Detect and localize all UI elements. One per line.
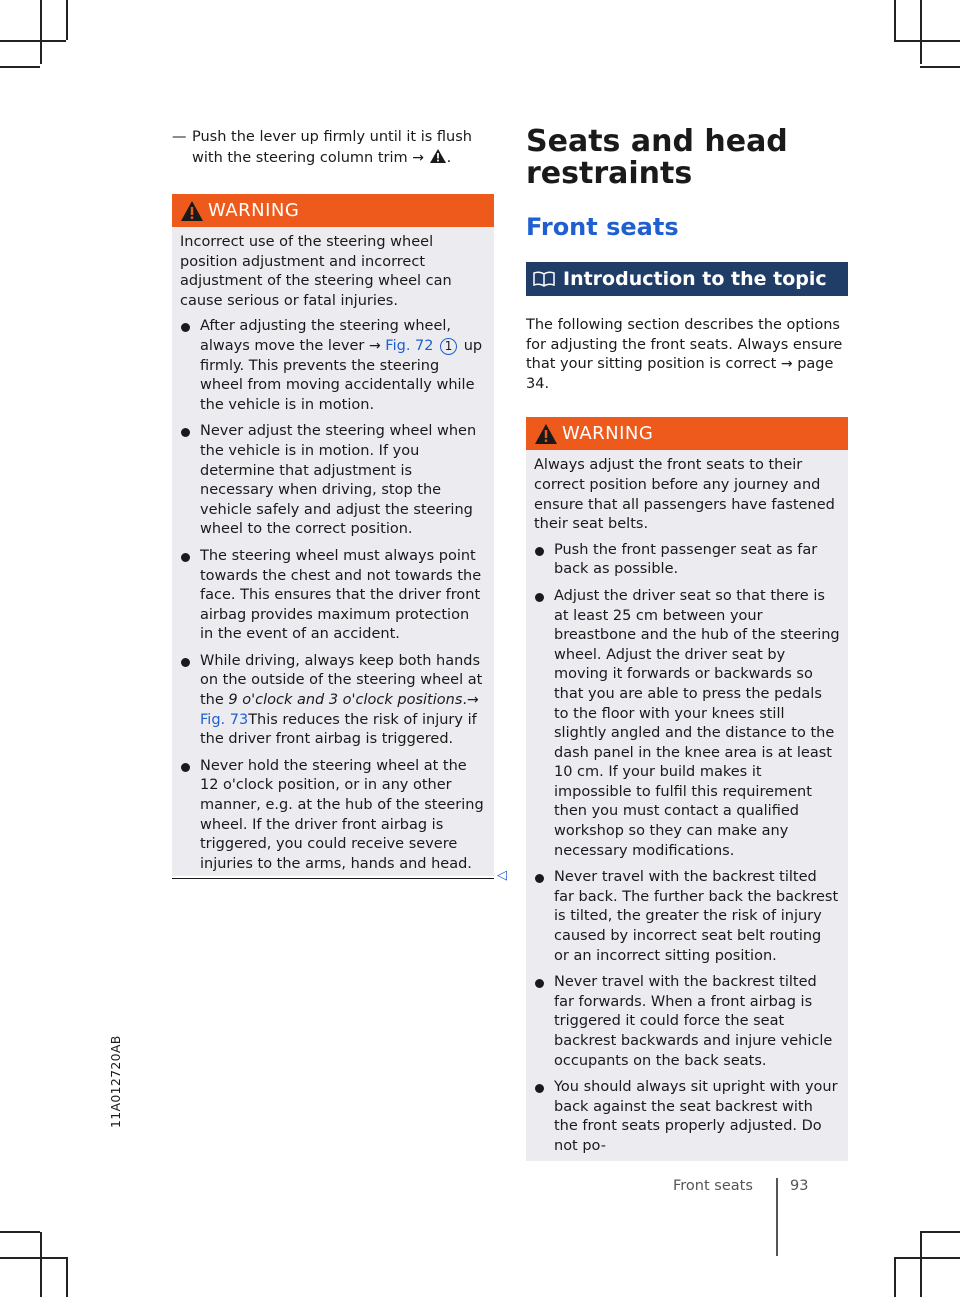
warning-box — [172, 194, 494, 876]
warning-intro: Incorrect use of the steering wheel position adjustment and incorrect adjustment of the steering wheel can cause serious or fatal injuries. — [180, 234, 452, 309]
intro-bar-label: Introduction to the topic — [563, 268, 827, 290]
crop-mark — [894, 40, 960, 42]
warning-title: WARNING — [208, 200, 300, 221]
figure-link[interactable]: Fig. 73 — [200, 711, 249, 728]
footer-divider — [776, 1178, 778, 1256]
list-item: Adjust the driver seat so that there is at least 25 cm between your breastbone and the hub of the steering wheel. Adjust the driver seat by moving it forwards or backwards so that you are able to press the pedals to the floor with your knees still slightly angled and the distance to the dash panel in the knee area is at least 10 cm. If your build makes it impossible to fulfil this requirement then you must contact a qualified workshop so they can make any necessary modifications. — [534, 587, 840, 861]
step-end: . — [446, 149, 452, 166]
crop-mark — [920, 0, 922, 64]
crop-mark — [920, 66, 960, 68]
intro-bar — [526, 262, 848, 296]
section-title: Front seats — [526, 213, 679, 241]
list-item: Never travel with the backrest tilted far forwards. When a front airbag is triggered it could force the seat backrest backwards and injure vehicle occupants on the back seats. — [534, 973, 840, 1071]
list-item — [180, 652, 486, 750]
intro-text — [526, 316, 848, 394]
callout-number: 1 — [440, 338, 457, 355]
bullet-italic: 9 o'clock and 3 o'clock positions — [228, 692, 463, 709]
page-title: Seats and head restraints — [526, 124, 788, 191]
warning-header — [172, 194, 494, 227]
right-column — [526, 126, 848, 1161]
bullet-text: While driving, always keep both hands on the outside of the steering wheel at the — [200, 652, 483, 709]
arrow-right-icon: → — [466, 692, 479, 709]
book-icon — [533, 271, 555, 287]
instruction-step — [172, 128, 494, 168]
end-of-section-icon: ◁ — [497, 868, 507, 883]
warning-intro: Always adjust the front seats to their correct position before any journey and ensure that all passengers have fastened their seat belts. — [534, 457, 835, 533]
arrow-right-icon: → — [780, 356, 793, 373]
page-reference[interactable]: page 34. — [526, 356, 834, 392]
warning-triangle-icon — [180, 200, 204, 222]
crop-mark — [40, 1232, 42, 1297]
page-number: 93 — [790, 1178, 809, 1194]
warning-body — [172, 227, 494, 876]
warning-triangle-icon[interactable] — [429, 148, 447, 164]
section-end-rule — [172, 878, 494, 879]
bullet-dot: . — [462, 692, 467, 709]
crop-mark — [0, 66, 40, 68]
crop-mark — [0, 1231, 40, 1233]
list-item — [180, 317, 486, 415]
crop-mark — [40, 0, 42, 64]
crop-mark — [894, 1257, 896, 1297]
list-item: Never travel with the backrest tilted far back. The further back the backrest is tilted, the greater the risk of injury caused by incorrect seat belt routing or an incorrect sitting position. — [534, 868, 840, 966]
figure-link[interactable]: Fig. 72 — [385, 337, 434, 354]
arrow-right-icon: → — [368, 337, 381, 354]
left-column — [172, 128, 494, 879]
crop-mark — [0, 40, 66, 42]
document-code: 11A012720AB — [108, 1035, 123, 1128]
warning-triangle-icon — [534, 423, 558, 445]
list-item: Never hold the steering wheel at the 12 o'clock position, or in any other manner, e.g. at the hub of the steering wheel. If the driver front airbag is triggered, you could receive severe injuries to the arms, hands and head. — [180, 757, 486, 875]
bullet-text: This reduces the risk of injury if the driver front airbag is triggered. — [200, 711, 477, 748]
list-item: The steering wheel must always point towards the chest and not towards the face. This ensures that the driver front airbag provides maximum protection in the event of an accident. — [180, 547, 486, 645]
intro-body: The following section describes the options for adjusting the front seats. Always ensure that your sitting position is correct — [526, 317, 843, 373]
list-item: Push the front passenger seat as far back as possible. — [534, 541, 840, 580]
list-item: You should always sit upright with your back against the seat backrest with the front seats properly adjusted. Do not po- — [534, 1078, 840, 1156]
crop-mark — [920, 1232, 922, 1297]
step-text: Push the lever up firmly until it is flush with the steering column trim — [192, 129, 472, 166]
crop-mark — [66, 0, 68, 40]
footer-section: Front seats — [673, 1178, 753, 1194]
bullet-text: up firmly. This prevents the steering wheel from moving accidentally while the vehicle is in motion. — [200, 337, 483, 413]
arrow-right-icon: → — [412, 149, 424, 166]
warning-title: WARNING — [562, 423, 654, 445]
step-dash: — — [172, 129, 187, 145]
warning-body — [526, 450, 848, 1160]
crop-mark — [0, 1257, 66, 1259]
list-item: Never adjust the steering wheel when the vehicle is in motion. If you determine that adjustment is necessary when driving, stop the vehicle safely and adjust the steering wheel to the correct position. — [180, 422, 486, 540]
warning-box — [526, 417, 848, 1160]
crop-mark — [920, 1231, 960, 1233]
crop-mark — [66, 1257, 68, 1297]
crop-mark — [894, 0, 896, 40]
warning-header — [526, 417, 848, 450]
bullet-text: After adjusting the steering wheel, always move the lever — [200, 318, 452, 354]
crop-mark — [894, 1257, 960, 1259]
